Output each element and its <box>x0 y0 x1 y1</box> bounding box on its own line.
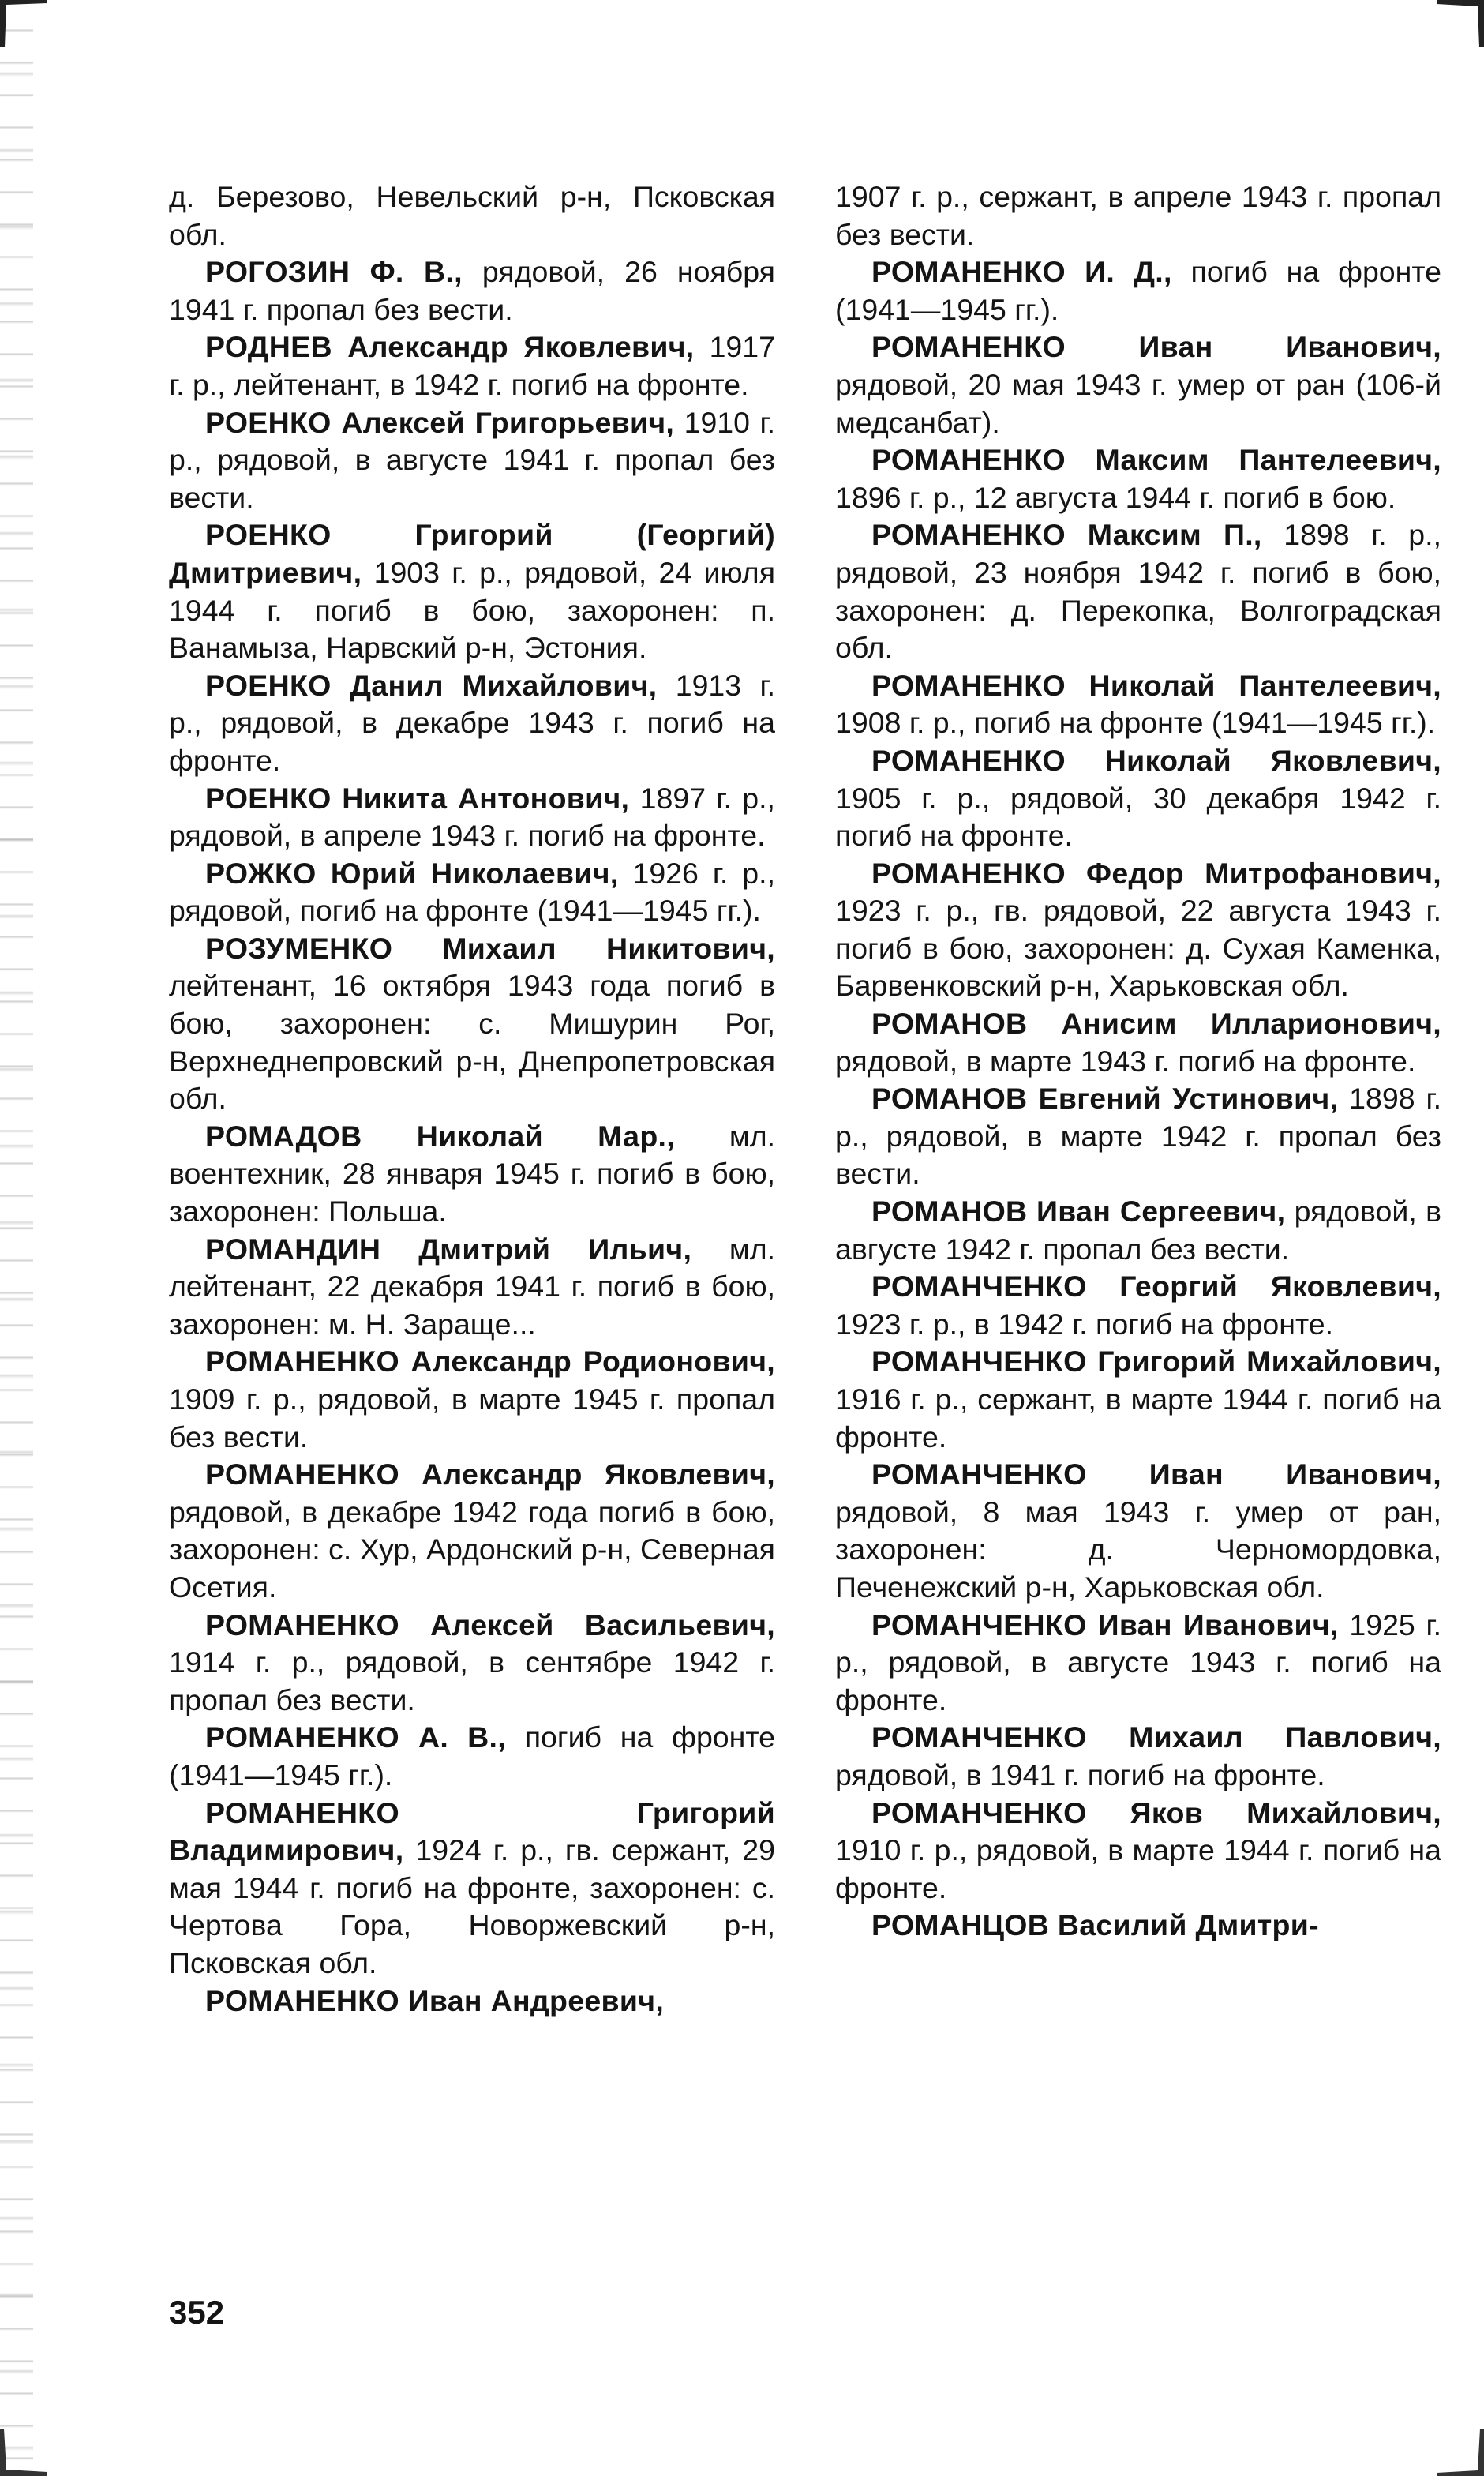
memorial-entry <box>169 930 775 1118</box>
entry-name: РОМАНЕНКО Александр Яковлевич, <box>205 1457 775 1491</box>
memorial-entry <box>169 404 775 517</box>
right-column <box>835 178 1441 1945</box>
memorial-entry <box>169 780 775 855</box>
entry-name: РОМАНЕНКО Иван Андреевич, <box>205 1983 665 2017</box>
entry-details: 1913 г. р., рядовой, в декабре 1943 г. погиб на фронте. <box>169 668 775 777</box>
entry-details: рядовой, в августе 1942 г. пропал без вести. <box>835 1195 1441 1266</box>
left-column <box>169 178 775 2020</box>
memorial-entry <box>835 1795 1441 1908</box>
memorial-entry <box>169 516 775 666</box>
memorial-entry <box>835 1193 1441 1268</box>
memorial-entry <box>169 1719 775 1794</box>
entry-name: РОМАНЕНКО Максим П., <box>871 518 1262 552</box>
entry-name: РОЕНКО Никита Антонович, <box>205 781 630 815</box>
entry-details: рядовой, в марте 1943 г. погиб на фронте. <box>835 1044 1416 1078</box>
memorial-entry <box>169 1118 775 1231</box>
entry-details: 1917 г. р., лейтенант, в 1942 г. погиб на фронте. <box>169 330 776 401</box>
memorial-entry <box>835 1607 1441 1720</box>
entry-details: погиб на фронте (1941—1945 гг.). <box>835 255 1441 326</box>
memorial-entry <box>169 1607 775 1720</box>
memorial-entry <box>169 1795 775 1983</box>
scan-edge-noise <box>0 0 33 2476</box>
memorial-entry <box>835 253 1441 328</box>
scan-corner-mark <box>1437 0 1484 47</box>
entry-details: 1897 г. р., рядовой, в апреле 1943 г. погиб на фронте. <box>169 781 775 853</box>
entry-name: РОМАНЕНКО Иван Иванович, <box>871 330 1441 364</box>
entry-details: 1896 г. р., 12 августа 1944 г. погиб в бою. <box>835 480 1396 514</box>
entry-name: РОМАНЕНКО Николай Яковлевич, <box>871 743 1441 777</box>
entry-name: РОМАНЦОВ Василий Дмитри- <box>871 1908 1319 1942</box>
memorial-entry <box>835 1456 1441 1606</box>
scan-corner-mark <box>0 2429 47 2476</box>
entry-name: РОЕНКО Алексей Григорьевич, <box>205 405 675 439</box>
memorial-entry <box>835 441 1441 516</box>
entry-name: РОЕНКО Данил Михайлович, <box>205 668 658 702</box>
entry-details: 1914 г. р., рядовой, в сентябре 1942 г. пропал без вести. <box>169 1645 775 1716</box>
entry-details: 1903 г. р., рядовой, 24 июля 1944 г. погиб в бою, захоронен: п. Ванамыза, Нарвский р-н, Эстония. <box>169 555 775 665</box>
memorial-entry <box>169 253 775 328</box>
entry-details: д. Березово, Невельский р-н, Псковская обл. <box>169 180 775 251</box>
entry-continuation <box>169 178 775 253</box>
memorial-entry <box>835 1907 1441 1945</box>
entry-name: РОМАНЧЕНКО Иван Иванович, <box>871 1457 1441 1491</box>
memorial-entry <box>835 1719 1441 1794</box>
entry-name: РОЗУМЕНКО Михаил Никитович, <box>205 931 775 965</box>
entry-name: РОМАНЕНКО Федор Митрофанович, <box>871 856 1441 890</box>
entry-name: РОМАНЕНКО Алексей Васильевич, <box>205 1608 775 1641</box>
entry-name: РОЕНКО Григорий (Георгий) Дмитриевич, <box>169 518 775 589</box>
memorial-entry <box>169 1983 775 2020</box>
entry-details: 1923 г. р., гв. рядовой, 22 августа 1943 г. погиб в бою, захоронен: д. Сухая Каменка, Барвенковский р-н, Харьковская обл. <box>835 894 1441 1003</box>
entry-name: РОМАНДИН Дмитрий Ильич, <box>205 1232 692 1266</box>
entry-details: рядовой, 20 мая 1943 г. умер от ран (106-й медсанбат). <box>835 367 1441 439</box>
entry-details: 1924 г. р., гв. сержант, 29 мая 1944 г. погиб на фронте, захоронен: с. Чертова Гора, Новоржевский р-н, Псковская обл. <box>169 1833 775 1979</box>
entry-name: РОМАНЕНКО Николай Пантелеевич, <box>871 668 1441 702</box>
memorial-entry <box>835 742 1441 855</box>
entry-details: 1923 г. р., в 1942 г. погиб на фронте. <box>835 1307 1333 1341</box>
entry-details: мл. воентехник, 28 января 1945 г. погиб в бою, захоронен: Польша. <box>169 1119 775 1229</box>
entry-name: РОМАНЧЕНКО Григорий Михайлович, <box>871 1345 1441 1379</box>
entry-details: рядовой, в 1941 г. погиб на фронте. <box>835 1758 1325 1791</box>
entry-name: РОГОЗИН Ф. В., <box>205 255 463 289</box>
entry-details: 1926 г. р., рядовой, погиб на фронте (1941—1945 гг.). <box>169 856 775 928</box>
entry-details: погиб на фронте (1941—1945 гг.). <box>169 1720 775 1791</box>
page-number: 352 <box>169 2294 225 2331</box>
entry-details: 1916 г. р., сержант, в марте 1944 г. погиб на фронте. <box>835 1382 1441 1454</box>
memorial-entry <box>835 855 1441 1005</box>
memorial-entry <box>169 1456 775 1606</box>
memorial-entry <box>835 328 1441 441</box>
scan-corner-mark <box>1437 2429 1484 2476</box>
entry-details: 1909 г. р., рядовой, в марте 1945 г. пропал без вести. <box>169 1382 775 1454</box>
entry-name: РОМАНЧЕНКО Георгий Яковлевич, <box>871 1270 1441 1304</box>
entry-name: РОМАНЕНКО Григорий Владимирович, <box>169 1795 775 1867</box>
memorial-entry <box>835 1343 1441 1456</box>
scan-corner-mark <box>0 0 47 47</box>
entry-name: РОМАНЕНКО А. В., <box>205 1720 506 1754</box>
memorial-entry <box>835 1005 1441 1080</box>
entry-name: РОМАНЕНКО Александр Родионович, <box>205 1345 775 1379</box>
entry-details: мл. лейтенант, 22 декабря 1941 г. погиб в бою, захоронен: м. Н. Заращe... <box>169 1232 776 1341</box>
memorial-entry <box>835 1268 1441 1343</box>
memorial-entry <box>169 667 775 780</box>
entry-details: рядовой, 26 ноября 1941 г. пропал без вести. <box>169 255 775 326</box>
memorial-entry <box>835 1080 1441 1193</box>
entry-continuation <box>835 178 1441 253</box>
entry-details: лейтенант, 16 октября 1943 года погиб в бою, захоронен: с. Мишурин Рог, Верхнеднепровский р-н, Днепропетровская обл. <box>169 969 775 1116</box>
memorial-entry <box>169 1231 775 1344</box>
entry-name: РОМАДОВ Николай Мар., <box>205 1119 675 1153</box>
entry-details: 1907 г. р., сержант, в апреле 1943 г. пропал без вести. <box>835 180 1441 251</box>
entry-details: 1905 г. р., рядовой, 30 декабря 1942 г. погиб на фронте. <box>835 781 1441 853</box>
entry-name: РОМАНОВ Анисим Илларионович, <box>871 1007 1441 1041</box>
entry-details: 1898 г. р., рядовой, 23 ноября 1942 г. погиб в бою, захоронен: д. Перекопка, Волгоградская обл. <box>835 518 1441 665</box>
entry-name: РОЖКО Юрий Николаевич, <box>205 856 619 890</box>
entry-name: РОМАНОВ Евгений Устинович, <box>871 1082 1339 1116</box>
entry-details: рядовой, 8 мая 1943 г. умер от ран, захоронен: д. Черномордовка, Печенежский р-н, Харьковская обл. <box>835 1495 1441 1604</box>
entry-details: 1910 г. р., рядовой, в августе 1941 г. пропал без вести. <box>169 405 776 514</box>
memorial-entry <box>169 1343 775 1456</box>
memorial-entry <box>169 855 775 930</box>
entry-name: РОДНЕВ Александр Яковлевич, <box>205 330 695 364</box>
entry-details: рядовой, в декабре 1942 года погиб в бою, захоронен: с. Хур, Ардонский р-н, Северная Осетия. <box>169 1495 775 1604</box>
entry-name: РОМАНОВ Иван Сергеевич, <box>871 1195 1286 1229</box>
entry-details: 1910 г. р., рядовой, в марте 1944 г. погиб на фронте. <box>835 1833 1441 1904</box>
memorial-entry <box>835 516 1441 666</box>
entry-details: 1898 г. р., рядовой, в марте 1942 г. пропал без вести. <box>835 1082 1441 1191</box>
entry-details: 1925 г. р., рядовой, в августе 1943 г. погиб на фронте. <box>835 1608 1441 1716</box>
entry-name: РОМАНЧЕНКО Михаил Павлович, <box>871 1720 1441 1754</box>
memorial-entry <box>169 328 775 403</box>
entry-name: РОМАНЕНКО И. Д., <box>871 255 1172 289</box>
entry-details: 1908 г. р., погиб на фронте (1941—1945 гг.). <box>835 706 1436 740</box>
memorial-entry <box>835 667 1441 742</box>
entry-name: РОМАНЧЕНКО Иван Иванович, <box>871 1608 1339 1641</box>
entry-name: РОМАНЧЕНКО Яков Михайлович, <box>871 1795 1441 1829</box>
entry-name: РОМАНЕНКО Максим Пантелеевич, <box>871 443 1441 477</box>
